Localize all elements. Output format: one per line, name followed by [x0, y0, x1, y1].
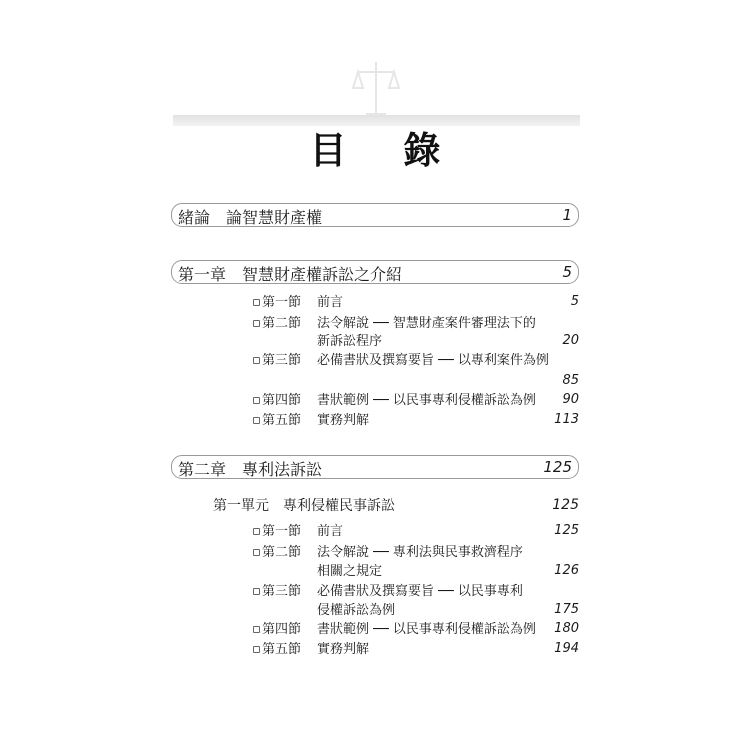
section-page: 20: [562, 333, 579, 348]
section-title: 實務判解: [317, 413, 370, 428]
section-number: 第四節: [262, 393, 302, 408]
section-title: 前言: [317, 295, 344, 310]
section-title: 實務判解: [317, 642, 370, 657]
section-title: 必備書狀及撰寫要旨 ── 以專利案件為例: [317, 353, 549, 368]
section-title: 法令解說 ── 智慧財產案件審理法下的: [317, 316, 536, 331]
bullet-icon: [253, 299, 260, 306]
section-title: 前言: [317, 524, 344, 539]
section-number: 第五節: [262, 413, 302, 428]
section-number: 第二節: [262, 316, 302, 331]
bullet-icon: [253, 646, 260, 653]
section-page: 180: [554, 621, 579, 636]
chapter-page: 1: [562, 206, 572, 224]
section-page: 85: [562, 373, 579, 388]
section-number: 第三節: [262, 584, 302, 599]
bullet-icon: [253, 588, 260, 595]
section-title-cont: 侵權訴訟為例: [317, 603, 396, 618]
section-page: 194: [554, 641, 579, 656]
section-title: 書狀範例 ── 以民事專利侵權訴訟為例: [317, 622, 536, 637]
bullet-icon: [253, 357, 260, 364]
page-title: 目 錄: [309, 129, 463, 172]
section-page: 175: [554, 602, 579, 617]
bullet-icon: [253, 528, 260, 535]
bullet-icon: [253, 417, 260, 424]
chapter-label: 緒論 論智慧財產權: [178, 208, 323, 227]
chapter-page: 5: [562, 263, 572, 281]
section-title-cont: 新訴訟程序: [317, 334, 383, 349]
section-page: 126: [554, 563, 579, 578]
section-title-cont: 相關之規定: [317, 564, 383, 579]
section-number: 第一節: [262, 524, 302, 539]
chapter-page: 125: [543, 458, 572, 476]
section-number: 第五節: [262, 642, 302, 657]
section-page: 90: [562, 392, 579, 407]
chapter-box-intro: [171, 203, 579, 227]
section-number: 第一節: [262, 295, 302, 310]
chapter-box-2: [171, 455, 579, 479]
chapter-label: 第一章 智慧財產權訴訟之介紹: [178, 265, 403, 284]
section-page: 5: [570, 294, 579, 309]
section-title: 法令解說 ── 專利法與民事救濟程序: [317, 545, 523, 560]
bullet-icon: [253, 397, 260, 404]
unit-page: 125: [552, 497, 579, 513]
bullet-icon: [253, 549, 260, 556]
section-number: 第三節: [262, 353, 302, 368]
section-title: 必備書狀及撰寫要旨 ── 以民事專利: [317, 584, 523, 599]
scales-of-justice-icon: [352, 58, 400, 118]
section-number: 第二節: [262, 545, 302, 560]
unit-label: 第一單元 專利侵權民事訴訟: [213, 498, 395, 514]
section-number: 第四節: [262, 622, 302, 637]
section-title: 書狀範例 ── 以民事專利侵權訴訟為例: [317, 393, 536, 408]
section-page: 113: [554, 412, 579, 427]
bullet-icon: [253, 320, 260, 327]
section-page: 125: [554, 523, 579, 538]
chapter-box-1: [171, 260, 579, 284]
bullet-icon: [253, 626, 260, 633]
chapter-label: 第二章 專利法訴訟: [178, 460, 323, 479]
